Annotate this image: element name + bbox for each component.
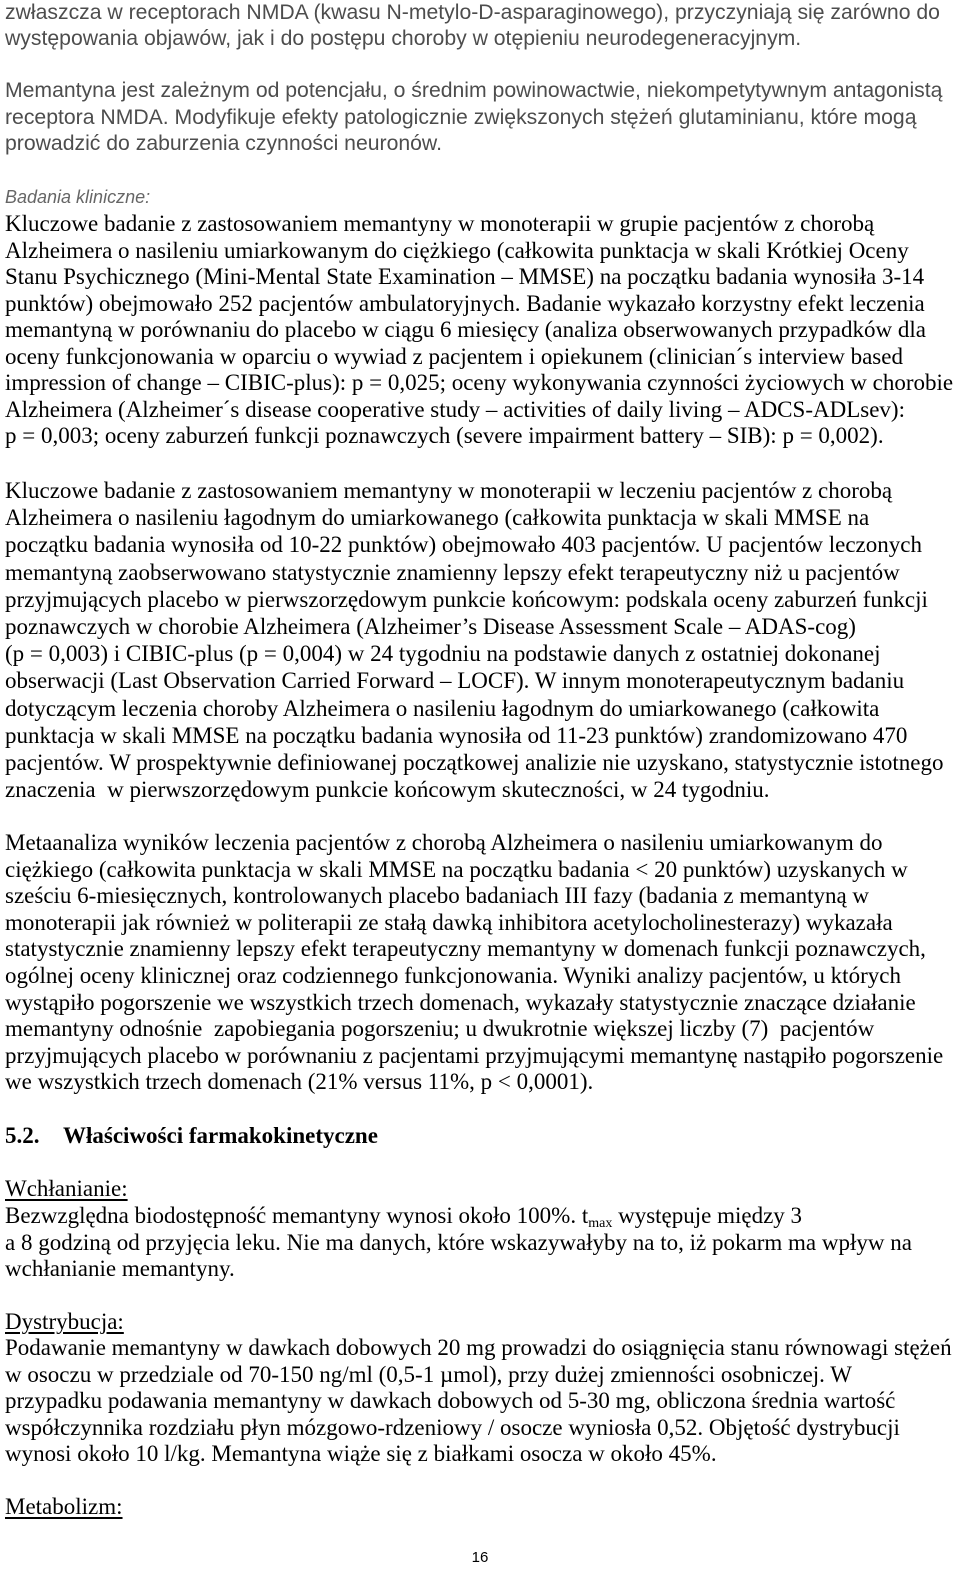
text-line: oceny funkcjonowania w oparciu o wywiad z pacjentem i opiekunem (clinician´s interview based [5,343,903,369]
text-line: dotyczącym leczenia choroby Alzheimera o nasileniu łagodnym do umiarkowanego (całkowita [5,695,880,721]
text-line: impression of change – CIBIC-plus): p = 0,025; oceny wykonywania czynności życiowych w chorobie [5,370,954,395]
text-line: sześciu 6-miesięcznych, kontrolowanych placebo badaniach III fazy (badania z memantyną w [5,883,870,909]
text-line: Metaanaliza wyników leczenia pacjentów z chorobą Alzheimera o nasileniu umiarkowanym do [5,830,883,855]
label-text: Wchłanianie: [5,1176,128,1201]
absorption-paragraph [5,1203,912,1283]
label-text: Metabolizm: [5,1494,123,1519]
page-number: 16 [471,1549,489,1566]
text-line: przypadku podawania memantyny w dawkach dobowych od 5-30 mg, obliczona średnia wartość [5,1388,896,1413]
metabolism-label [5,1494,123,1521]
text-line: w osoczu w przedziale od 70-150 ng/ml (0,5-1 µmol), przy dużej zmienności osobniczej. W [5,1361,852,1387]
distribution-label [5,1309,124,1336]
text-line: ciężkiego (całkowita punktacja w skali MMSE na początku badania < 20 punktów) uzyskanych w [5,856,908,882]
text-line: Alzheimera o nasileniu łagodnym do umiarkowanego (całkowita punktacja w skali MMSE na [5,505,870,531]
text-line: Podawanie memantyny w dawkach dobowych 20 mg prowadzi do osiągnięcia stanu równowagi stężeń [5,1335,952,1360]
text-fragment: występuje między 3 [612,1203,803,1228]
clinical-studies-label [5,184,150,211]
study2-paragraph [5,477,943,803]
text-line: memantyny odnośnie zapobiegania pogorszeniu; u dwukrotnie większej liczby (7) pacjentów [5,1016,875,1042]
label-text: Badania kliniczne: [5,187,151,207]
text-line: wynosi około 10 l/kg. Memantyna wiąże się z białkami osocza w około 45%. [5,1441,717,1466]
text-line: obserwacji (Last Observation Carried Forward – LOCF). W innym monoterapeutycznym badaniu [5,668,905,694]
text-line: poznawczych w chorobie Alzheimera (Alzheimer’s Disease Assessment Scale – ADAS-cog) [5,614,856,640]
text-line [5,1203,912,1230]
text-line: Stanu Psychicznego (Mini-Mental State Examination – MMSE) na początku badania wynosiła 3-14 [5,264,925,289]
section-title: Właściwości farmakokinetyczne [63,1123,378,1148]
text-line: punktacja w skali MMSE na początku badania wynosiła od 11-23 punktów) zrandomizowano 470 [5,722,908,748]
text-line: Kluczowe badanie z zastosowaniem memantyny w monoterapii w grupie pacjentów z chorobą [5,211,875,236]
text-line: występowania objawów, jak i do postępu choroby w otępieniu neurodegeneracyjnym. [5,27,802,50]
text-line: zwłaszcza w receptorach NMDA (kwasu N-metylo-D-asparaginowego), przyczyniają się zarówno do [5,1,940,24]
text-line: a 8 godziną od przyjęcia leku. Nie ma danych, które wskazywałyby na to, iż pokarm ma wpływ na [5,1229,912,1255]
section-number: 5.2. [5,1123,40,1148]
label-text: Dystrybucja: [5,1309,124,1334]
study1-paragraph [5,211,953,450]
text-line: początku badania wynosiła od 10-22 punktów) obejmowało 403 pacjentów. U pacjentów leczonych [5,532,922,558]
text-line: pacjentów. W prospektywnie definiowanej początkowej analizie nie uzyskano, statystycznie istotnego [5,750,944,776]
text-line: we wszystkich trzech domenach (21% versus 11%, p < 0,0001). [5,1069,594,1095]
text-line: statystycznie znamienny lepszy efekt terapeutyczny memantyny w domenach funkcji poznawczych, [5,936,926,962]
text-line: Memantyna jest zależnym od potencjału, o średnim powinowactwie, niekompetytywnym antagonistą [5,79,943,102]
distribution-paragraph [5,1335,952,1468]
absorption-label [5,1176,128,1203]
text-line: ogólnej oceny klinicznej oraz codziennego funkcjonowania. Wyniki analizy pacjentów, u których [5,962,901,988]
text-line: znaczenia w pierwszorzędowym punkcie końcowym skuteczności, w 24 tygodniu. [5,777,770,803]
mechanism-paragraph [5,78,942,158]
text-line: przyjmujących placebo w porównaniu z pacjentami przyjmującymi memantynę nastąpiło pogorszenie [5,1042,944,1068]
text-line: Alzheimera o nasileniu umiarkowanym do ciężkiego (całkowita punktacja w skali Krótkiej Oceny [5,237,909,263]
text-line: prowadzić do zaburzenia czynności neuronów. [5,132,442,155]
text-line: wchłanianie memantyny. [5,1256,235,1281]
text-line: punktów) obejmowało 252 pacjentów ambulatoryjnych. Badanie wykazało korzystny efekt leczenia [5,290,925,316]
text-line: przyjmujących placebo w pierwszorzędowym punkcie końcowym: podskala oceny zaburzeń funkcji [5,586,928,612]
text-line: memantyną w porównaniu do placebo w ciągu 6 miesięcy (analiza obserwowanych przypadków dla [5,317,926,342]
text-line: receptora NMDA. Modyfikuje efekty patologicznie zwiększonych stężeń glutaminianu, które mogą [5,105,917,129]
text-line: Kluczowe badanie z zastosowaniem memantyny w monoterapii w leczeniu pacjentów z chorobą [5,478,893,503]
text-line: memantyną zaobserwowano statystycznie znamienny lepszy efekt terapeutyczny niż u pacjentów [5,559,900,585]
text-line: monoterapii jak również w politerapii ze stałą dawką inhibitora acetylocholinesterazy) wykazała [5,909,893,935]
text-line: p = 0,003; oceny zaburzeń funkcji poznawczych (severe impairment battery – SIB): p = 0,002). [5,423,884,448]
intro-paragraph [5,0,940,52]
text-fragment: Bezwzględna biodostępność memantyny wynosi około 100%. t [5,1203,589,1228]
meta-analysis-paragraph [5,830,943,1096]
text-line: (p = 0,003) i CIBIC-plus (p = 0,004) w 24 tygodniu na podstawie danych z ostatniej dokonanej [5,641,881,667]
text-line: wystąpiło pogorszenie we wszystkich trzech domenach, wykazały statystycznie znaczące działanie [5,989,916,1015]
subscript-max: max [588,1216,613,1231]
text-line: Alzheimera (Alzheimer´s disease cooperative study – activities of daily living – ADCS-ADLsev): [5,396,905,422]
text-line: współczynnika rozdziału płyn mózgowo-rdzeniowy / osocze wyniosła 0,52. Objętość dystrybucji [5,1414,900,1440]
